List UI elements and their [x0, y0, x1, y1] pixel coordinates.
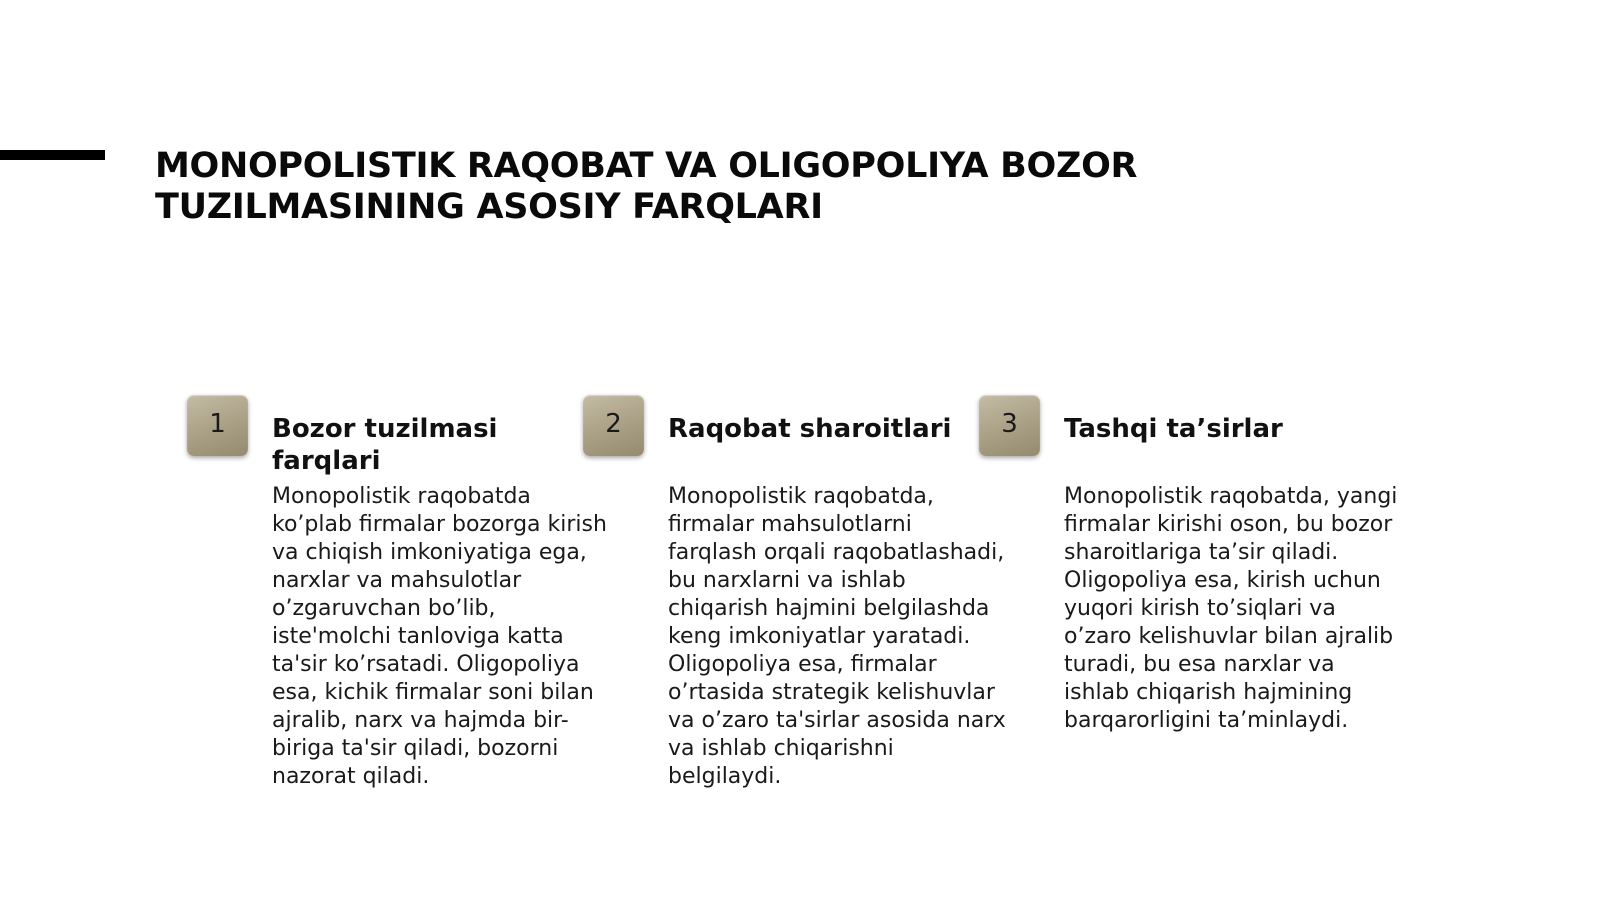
body-line: Monopolistik raqobatda, [668, 484, 934, 509]
body-line: va ishlab chiqarishni [668, 736, 894, 761]
number-badge [583, 395, 644, 456]
column-raqobat-sharoitlari [583, 395, 1006, 815]
body-line: Oligopoliya esa, kirish uchun [1064, 568, 1381, 593]
body-line: ko’plab firmalar bozorga kirish [272, 512, 607, 537]
body-line: firmalar kirishi oson, bu bozor [1064, 512, 1393, 537]
slide-title-line-1: MONOPOLISTIK RAQOBAT VA OLIGOPOLIYA BOZOR [155, 146, 1138, 186]
title-accent-bar [0, 150, 105, 160]
body-line: iste'molchi tanloviga katta [272, 624, 564, 649]
number-badge [187, 395, 248, 456]
column-tashqi-tasirlar [979, 395, 1399, 815]
body-line: belgilaydi. [668, 764, 782, 789]
column-bozor-tuzilmasi [187, 395, 607, 815]
body-line: ajralib, narx va hajmda bir- [272, 708, 569, 733]
body-line: Monopolistik raqobatda [272, 484, 531, 509]
body-line: ishlab chiqarish hajmining [1064, 680, 1353, 705]
body-line: biriga ta'sir qiladi, bozorni [272, 736, 559, 761]
body-line: va chiqish imkoniyatiga ega, [272, 540, 587, 565]
body-line: barqarorligini ta’minlaydi. [1064, 708, 1349, 733]
body-line: o’rtasida strategik kelishuvlar [668, 680, 995, 705]
number-badge-label: 3 [1001, 408, 1018, 439]
number-badge [979, 395, 1040, 456]
body-line: Monopolistik raqobatda, yangi [1064, 484, 1398, 509]
slide-title-line-2: TUZILMASINING ASOSIY FARQLARI [155, 187, 823, 227]
body-line: bu narxlarni va ishlab [668, 568, 906, 593]
body-line: ta'sir ko’rsatadi. Oligopoliya [272, 652, 580, 677]
body-line: firmalar mahsulotlarni [668, 512, 912, 537]
column-body-text [272, 483, 617, 791]
column-heading: Bozor tuzilmasi farqlari [272, 414, 498, 476]
body-line: va o’zaro ta'sirlar asosida narx [668, 708, 1006, 733]
body-line: farqlash orqali raqobatlashadi, [668, 540, 1005, 565]
column-body-text [668, 483, 1013, 791]
body-line: keng imkoniyatlar yaratadi. [668, 624, 971, 649]
column-heading: Tashqi ta’sirlar [1064, 414, 1283, 444]
body-line: yuqori kirish to’siqlari va [1064, 596, 1336, 621]
body-line: narxlar va mahsulotlar [272, 568, 522, 593]
body-line: o’zaro kelishuvlar bilan ajralib [1064, 624, 1394, 649]
body-line: esa, kichik firmalar soni bilan [272, 680, 594, 705]
body-line: sharoitlariga ta’sir qiladi. [1064, 540, 1339, 565]
number-badge-label: 1 [209, 408, 226, 439]
column-body-text [1064, 483, 1409, 735]
body-line: o’zgaruvchan bo’lib, [272, 596, 496, 621]
body-line: nazorat qiladi. [272, 764, 430, 789]
body-line: turadi, bu esa narxlar va [1064, 652, 1335, 677]
body-line: Oligopoliya esa, firmalar [668, 652, 937, 677]
body-line: chiqarish hajmini belgilashda [668, 596, 990, 621]
column-heading: Raqobat sharoitlari [668, 414, 952, 444]
slide-title [155, 146, 1305, 228]
number-badge-label: 2 [605, 408, 622, 439]
